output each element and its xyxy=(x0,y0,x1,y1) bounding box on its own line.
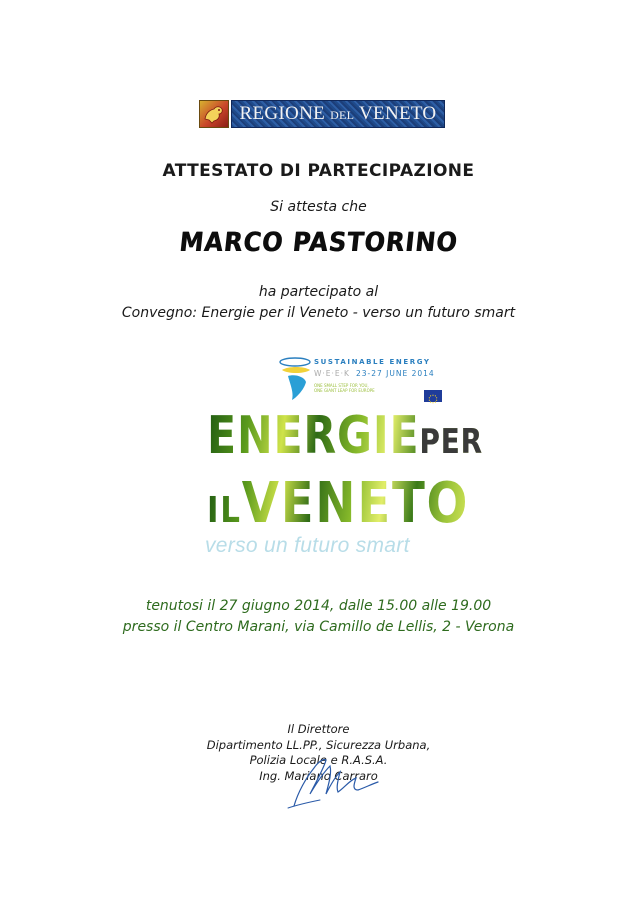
sustainable-energy-week-logo xyxy=(278,356,446,404)
il-word: IL xyxy=(207,490,242,531)
se-week-label: W·E·E·K xyxy=(314,369,350,378)
intro-text: Si attesta che xyxy=(270,199,367,215)
event-date-time: tenutosi il 27 giugno 2014, dalle 15.00 alle 19.00 xyxy=(145,598,492,614)
signatory-department: Dipartimento LL.PP., Sicurezza Urbana, xyxy=(206,737,431,752)
signatory-department-2: Polizia Locale e R.A.S.A. xyxy=(249,753,388,767)
energie-per-title xyxy=(207,406,483,466)
se-week-dates xyxy=(314,369,435,378)
event-location: presso il Centro Marani, via Camillo de Lellis, 2 - Verona xyxy=(122,619,515,635)
se-tagline xyxy=(314,383,375,393)
regione-veneto-logo xyxy=(199,100,445,128)
il-veneto-title xyxy=(207,471,470,536)
logo-text-small: DEL xyxy=(330,108,355,122)
signatory-role: Il Direttore xyxy=(287,722,350,736)
certificate-title: ATTESTATO DI PARTECIPAZIONE xyxy=(162,161,475,181)
participant-name: MARCO PASTORINO xyxy=(177,226,460,258)
se-dates: 23-27 JUNE 2014 xyxy=(355,369,435,378)
eu-flag-icon xyxy=(424,390,442,402)
handwritten-signature xyxy=(280,748,390,810)
participated-text: ha partecipato al xyxy=(258,284,379,300)
event-name: Convegno: Energie per il Veneto - verso un futuro smart xyxy=(121,305,516,321)
sustainable-energy-icon xyxy=(278,356,312,402)
logo-wordmark xyxy=(231,100,445,128)
veneto-word: VENETO xyxy=(241,471,470,536)
event-subtitle: verso un futuro smart xyxy=(205,534,410,557)
logo-text-main: REGIONE xyxy=(239,103,325,124)
sustainable-energy-title: SUSTAINABLE ENERGY xyxy=(314,358,431,366)
signatory-name: Ing. Mariano Carraro xyxy=(259,768,378,783)
per-word: PER xyxy=(419,422,483,462)
se-tagline-2: ONE GIANT LEAP FOR EUROPE xyxy=(314,388,375,393)
lion-emblem-icon xyxy=(199,100,229,128)
logo-text-end: VENETO xyxy=(359,103,437,124)
energie-word: ENERGIE xyxy=(207,406,420,466)
se-tagline-1: ONE SMALL STEP FOR YOU, xyxy=(314,383,369,388)
